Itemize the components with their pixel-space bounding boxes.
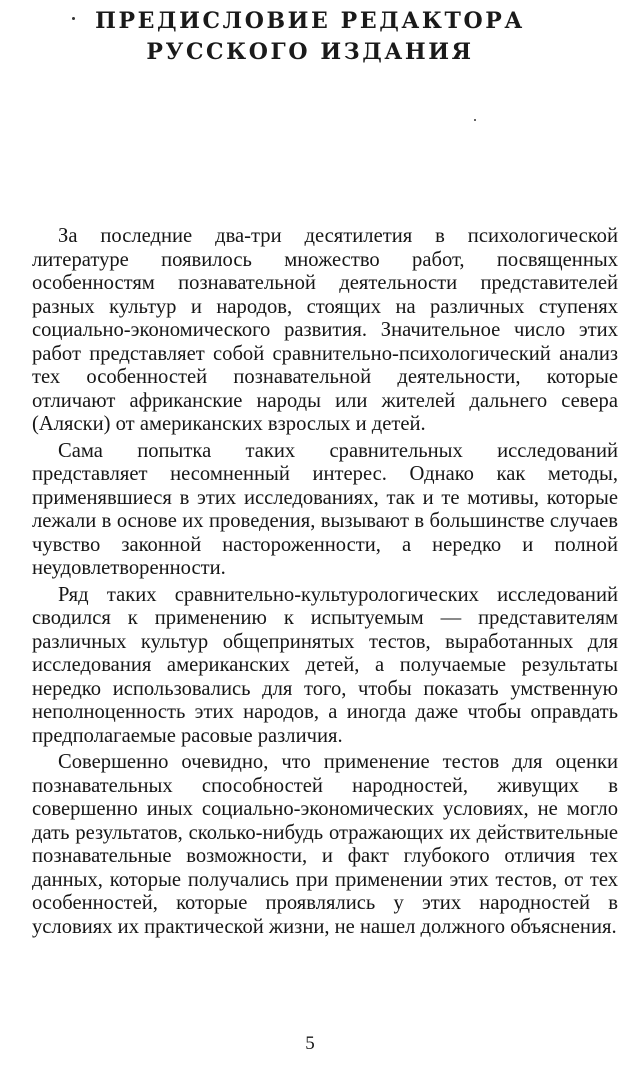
- paragraph: Сама попытка таких сравнительных исследований представляет несомненный интерес. Однако как методы, применявшиеся в этих исследованиях, так и те мотивы, которые лежали в основе их проведения, вызывают в большинстве случаев чувство законной настороженности, а нередко и полной неудовлетворенности.: [32, 439, 618, 579]
- body-text: [32, 225, 618, 942]
- heading-line-1: ПРЕДИСЛОВИЕ РЕДАКТОРА: [95, 8, 525, 34]
- chapter-heading: [0, 6, 620, 68]
- page-number: 5: [305, 1033, 315, 1054]
- print-speck: [474, 119, 476, 121]
- paragraph: Совершенно очевидно, что применение тестов для оценки познавательных способностей народностей, живущих в совершенно иных социально-экономических условиях, не могло дать результатов, сколько-нибудь отражающих их действительные познавательные возможности, и факт глубокого отличия тех данных, которые получались при применении этих тестов, от тех особенностей, которые проявлялись у этих народностей в условиях их практической жизни, не нашел должного объяснения.: [32, 751, 618, 938]
- heading-line-2: РУССКОГО ИЗДАНИЯ: [146, 39, 474, 65]
- paragraph: За последние два-три десятилетия в психологической литературе появилось множество работ, посвященных особенностям познавательной деятельности представителей разных культур и народов, стоящих на различных ступенях социально-экономического развития. Значительное число этих работ представляет собой сравнительно-психологический анализ тех особенностей познавательной деятельности, которые отличают африканские народы или жителей дальнего севера (Аляски) от американских взрослых и детей.: [32, 225, 618, 435]
- paragraph: Ряд таких сравнительно-культурологических исследований сводился к применению к испытуемым — представителям различных культур общепринятых тестов, выработанных для исследования американских детей, а получаемые результаты нередко использовались для того, чтобы показать умственную неполноценность этих народов, а иногда даже чтобы оправдать предполагаемые расовые различия.: [32, 583, 618, 747]
